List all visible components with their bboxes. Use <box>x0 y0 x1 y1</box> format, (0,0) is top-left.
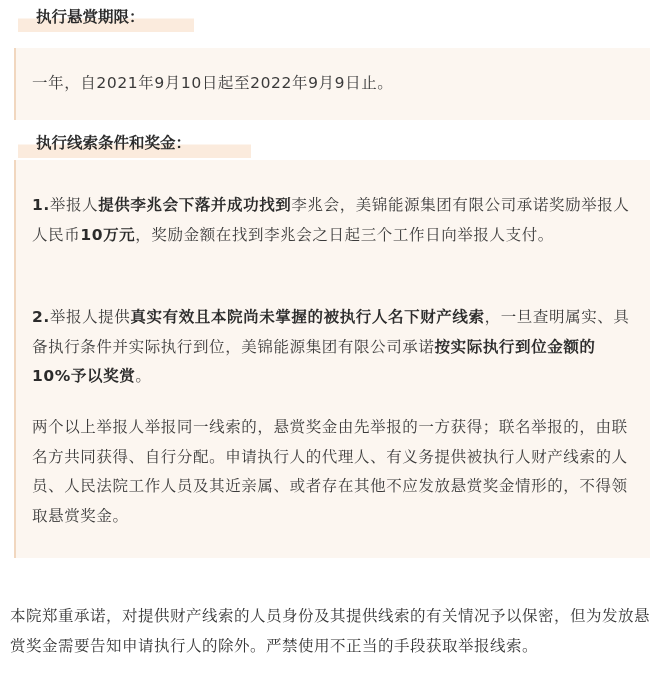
reward-period-text: 一年，自2021年9月10日起至2022年9月9日止。 <box>32 74 394 92</box>
section-heading-conditions: 执行线索条件和奖金： <box>18 128 251 158</box>
condition-note: 两个以上举报人举报同一线索的，悬赏奖金由先举报的一方获得；联名举报的，由联名方共同获得、自行分配。申请执行人的代理人、有义务提供被执行人财产线索的人员、人民法院工作人员及其近亲属、或者存在其他不应发放悬赏奖金情形的，不得领取悬赏奖金。 <box>32 418 628 525</box>
item-1-text-b: 李兆会，美锦能源集团有限公司承诺奖励举报人人民币 <box>32 196 630 244</box>
condition-item-1 <box>32 191 630 250</box>
item-1-amount: 10万元 <box>80 225 136 244</box>
item-1-emphasis-a: 提供李兆会下落并成功找到 <box>98 196 292 214</box>
item-2-text-a: 举报人提供 <box>49 308 131 326</box>
item-2-text-c: 。 <box>135 367 152 385</box>
item-2-number: 2. <box>32 308 50 326</box>
item-2-emphasis-a: 真实有效且本院尚未掌握的被执行人名下财产线索 <box>130 308 485 326</box>
condition-item-2 <box>32 303 630 392</box>
section-heading-reward-period: 执行悬赏期限： <box>18 2 194 32</box>
item-1-number: 1. <box>32 196 50 214</box>
item-1-text-a: 举报人 <box>49 196 99 214</box>
item-2-emphasis-b: 按实际执行到位金额的10%予以奖赏 <box>32 337 596 385</box>
item-2-text-b: ，一旦查明属实、具备执行条件并实际执行到位，美锦能源集团有限公司承诺 <box>32 308 630 356</box>
confidentiality-statement: 本院郑重承诺，对提供财产线索的人员身份及其提供线索的有关情况予以保密，但为发放悬赏奖金需要告知申请执行人的除外。严禁使用不正当的手段获取举报线索。 <box>10 607 651 655</box>
item-1-text-c: ，奖励金额在找到李兆会之日起三个工作日向举报人支付。 <box>135 225 554 244</box>
